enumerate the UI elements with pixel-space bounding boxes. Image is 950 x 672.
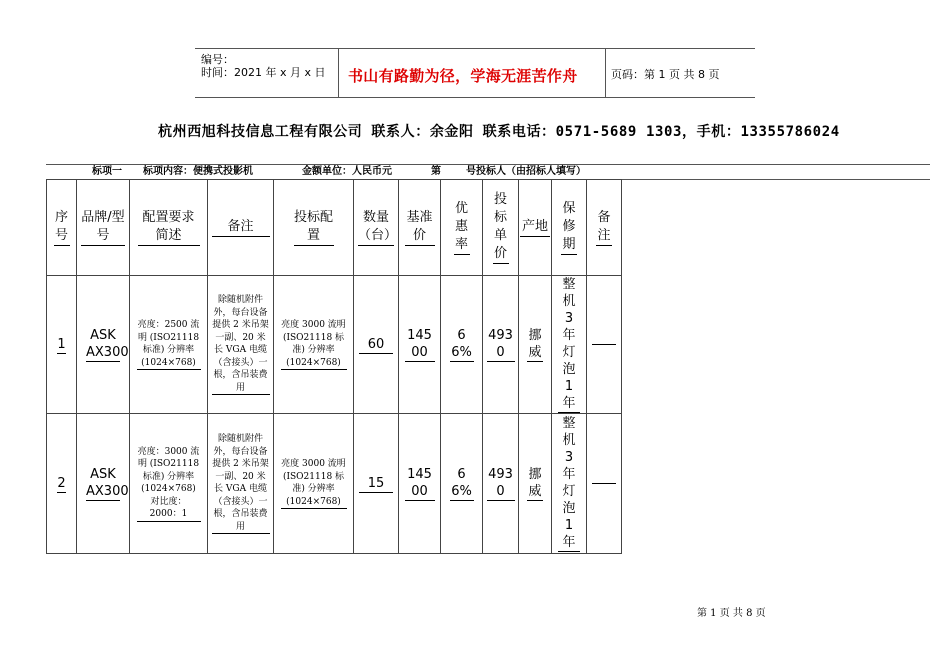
row-remark: 除随机附件外，每台设备提供 2 米吊架一副、20 米长 VGA 电缆（含接头）一根，含吊装费用 — [208, 276, 274, 414]
header-left-cell — [195, 49, 338, 97]
dash-mark — [592, 483, 616, 484]
row-config: 亮度：3000 流明 (ISO21118 标准) 分辨率 (1024×768) 对比度：2000：1 — [130, 414, 208, 554]
header-discount: 优惠率 — [441, 180, 483, 276]
row-origin: 挪威 — [519, 276, 552, 414]
header-seq: 序号 — [47, 180, 77, 276]
row-warranty: 整机 3 年 灯泡 1 年 — [552, 276, 587, 414]
row-seq: 1 — [47, 276, 77, 414]
row-unit-price: 4930 — [483, 276, 519, 414]
header-base-price: 基准价 — [399, 180, 441, 276]
quote-table — [46, 179, 622, 554]
row-qty: 60 — [354, 276, 399, 414]
dash-mark — [592, 344, 616, 345]
time-label: 时间：2021 年 x 月 x 日 — [201, 66, 326, 79]
table-row — [47, 276, 622, 414]
row-unit-price: 4930 — [483, 414, 519, 554]
row-base-price: 14500 — [399, 414, 441, 554]
row-config: 亮度：2500 流明 (ISO21118 标准) 分辨率 (1024×768) — [130, 276, 208, 414]
header-page-label: 页码：第 1 页 共 8 页 — [611, 68, 720, 81]
header-bid-config: 投标配置 — [274, 180, 354, 276]
header-divider — [605, 49, 606, 97]
header-warranty: 保修期 — [552, 180, 587, 276]
row-discount: 66% — [441, 276, 483, 414]
bid-item: 标项一 — [92, 166, 122, 177]
header-origin: 产地 — [519, 180, 552, 276]
row-bid-config: 亮度 3000 流明(ISO21118 标准) 分辨率 (1024×768) — [274, 414, 354, 554]
row-qty: 15 — [354, 414, 399, 554]
row-note — [587, 276, 622, 414]
table-header-row — [47, 180, 622, 276]
header-divider — [338, 49, 339, 97]
row-discount: 66% — [441, 414, 483, 554]
row-brand: ASK AX300 — [77, 276, 130, 414]
row-base-price: 14500 — [399, 276, 441, 414]
row-seq: 2 — [47, 414, 77, 554]
bidder-prefix: 第 — [431, 166, 441, 177]
motto: 书山有路勤为径，学海无涯苦作舟 — [348, 67, 578, 85]
header-config: 配置要求简述 — [130, 180, 208, 276]
bid-content: 标项内容：便携式投影机 — [143, 166, 253, 177]
row-bid-config: 亮度 3000 流明(ISO21118 标准) 分辨率 (1024×768) — [274, 276, 354, 414]
company-contact-line: 杭州西旭科技信息工程有限公司 联系人：余金阳 联系电话：0571-5689 1303，手机：13355786024 — [158, 124, 840, 140]
header-note: 备注 — [587, 180, 622, 276]
row-warranty: 整机 3 年 灯泡 1 年 — [552, 414, 587, 554]
number-label: 编号： — [201, 53, 234, 66]
bidder-label: 号投标人（由招标人填写） — [466, 166, 586, 177]
currency-unit: 金额单位：人民币元 — [302, 166, 392, 177]
row-note — [587, 414, 622, 554]
header-qty: 数量（台） — [354, 180, 399, 276]
page-footer: 第 1 页 共 8 页 — [697, 608, 766, 619]
row-brand: ASK AX300 — [77, 414, 130, 554]
header-brand: 品牌/型号 — [77, 180, 130, 276]
header-remark: 备注 — [208, 180, 274, 276]
header-unit-price: 投标单价 — [483, 180, 519, 276]
bid-info-bar — [46, 164, 930, 180]
row-origin: 挪威 — [519, 414, 552, 554]
document-header — [195, 48, 755, 98]
table-row — [47, 414, 622, 554]
row-remark: 除随机附件外，每台设备提供 2 米吊架一副、20 米长 VGA 电缆（含接头）一根，含吊装费用 — [208, 414, 274, 554]
